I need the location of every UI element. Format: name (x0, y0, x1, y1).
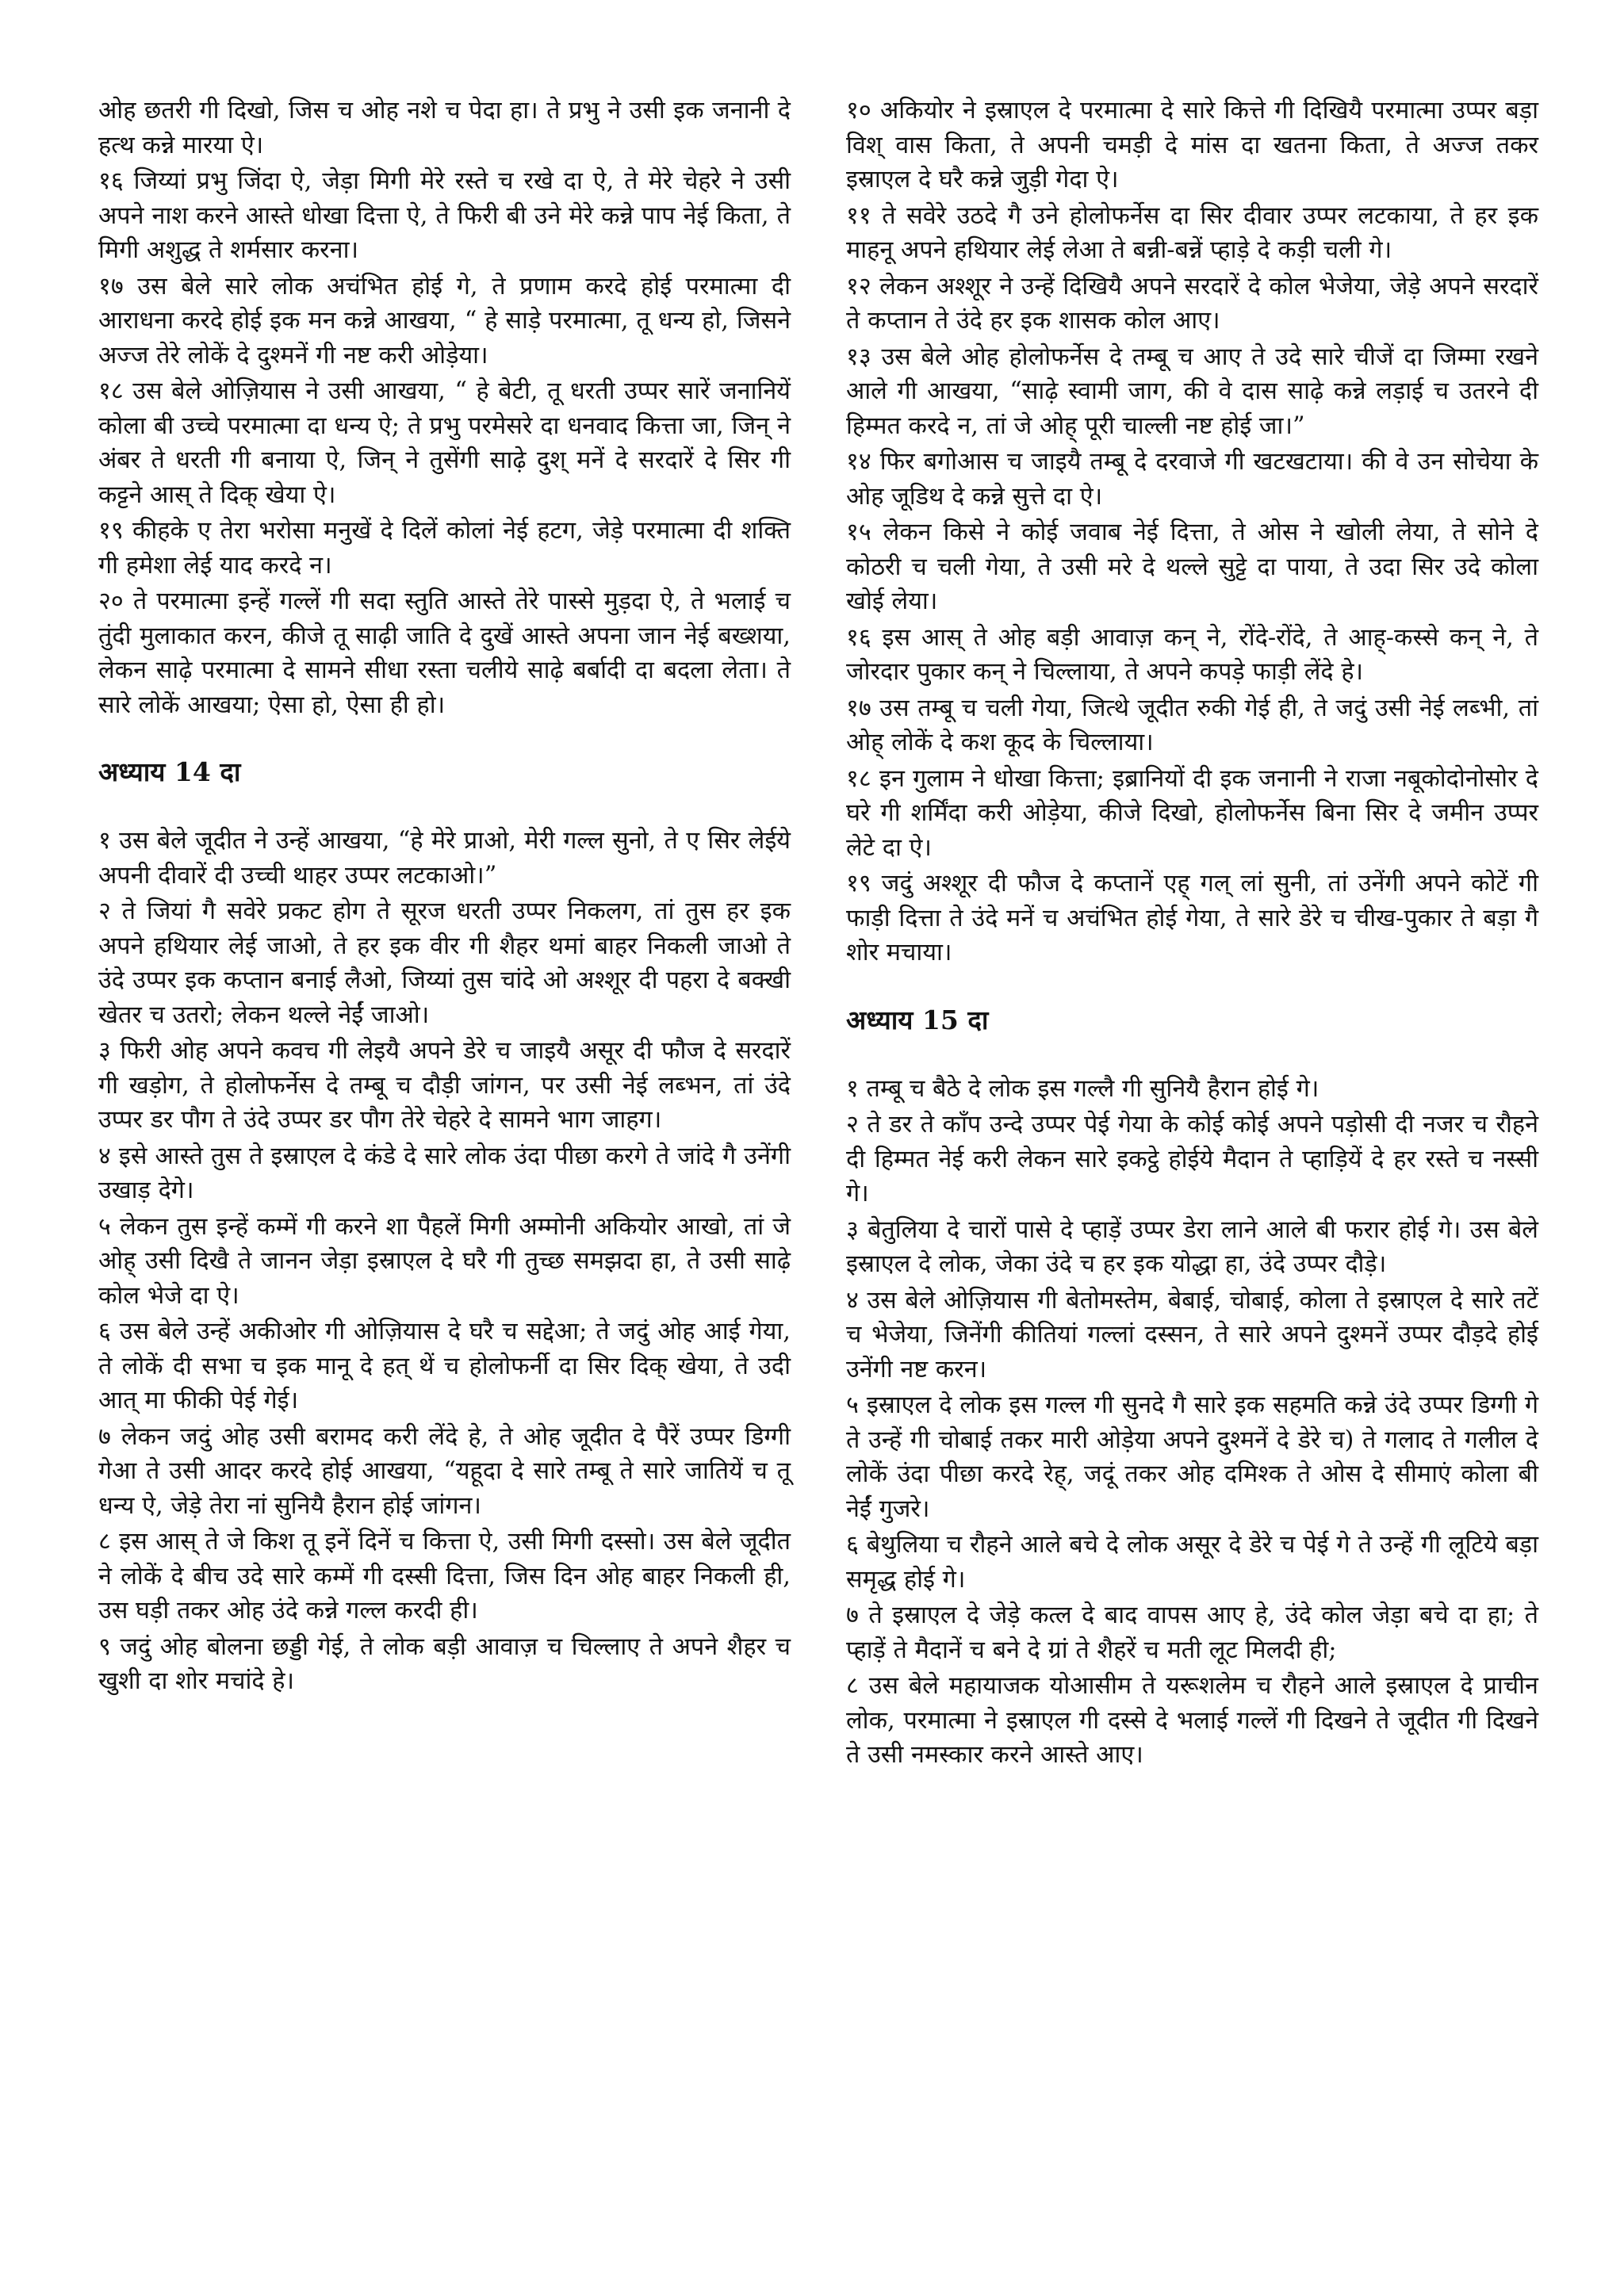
left-column (98, 94, 791, 2233)
verse-4: ४ उस बेले ओज़ियास गी बेतोमस्तेम, बेबाई, चोबाई, कोला ते इस्राएल दे सारे तटें च भेजेया, जिनेंगी कीतियां गल्लां दस्सन, ते सारे अपने दुश्मनें उप्पर दौड़दे होई उनेंगी नष्ट करन। (846, 1286, 1538, 1383)
verse-11: ११ ते सवेरे उठदे गै उने होलोफर्नेस दा सिर दीवार उप्पर लटकाया, ते हर इक माहनू अपने हथियार लेई लेआ ते बन्नी-बन्नें प्हाड़े दे कड़ी चली गे। (846, 201, 1538, 264)
verse-16: १६ इस आस् ते ओह बड़ी आवाज़ कन् ने, रोंदे-रोंदे, ते आह्-कस्से कन् ने, ते जोरदार पुकार कन् ने चिल्लाया, ते अपने कपड़े फाड़ी लेंदे हे। (846, 623, 1538, 686)
verse-2: २ ते डर ते काँप उन्दे उप्पर पेई गेया के कोई कोई अपने पड़ोसी दी नजर च रौहने दी हिम्मत नेई करी लेकन सारे इकट्ठे होईये मैदान ते प्हाड़ियें दे हर रस्ते च नस्सी गे। (846, 1111, 1538, 1207)
verse-19: १९ कीहके ए तेरा भरोसा मनुखें दे दिलें कोलां नेई हटग, जेड़े परमात्मा दी शक्ति गी हमेशा लेई याद करदे न। (98, 517, 791, 580)
verse-9: ९ जदुं ओह बोलना छड्डी गेई, ते लोक बड़ी आवाज़ च चिल्लाए ते अपने शैहर च खुशी दा शोर मचांदे हे। (98, 1632, 791, 1695)
chapter-15-heading: अध्याय 15 दा (846, 1004, 989, 1035)
verse-16: १६ जिय्यां प्रभु जिंदा ऐ, जेड़ा मिगी मेरे रस्ते च रखे दा ऐ, ते मेरे चेहरे ने उसी अपने नाश करने आस्ते धोखा दित्ता ऐ, ते फिरी बी उने मेरे कन्ने पाप नेई किता, ते मिगी अशुद्ध ते शर्मसार करना। (98, 167, 791, 264)
verse-7: ७ ते इस्राएल दे जेड़े कत्ल दे बाद वापस आए हे, उंदे कोल जेड़ा बचे दा हा; ते प्हाड़ें ते मैदानें च बने दे ग्रां ते शैहरें च मती लूट मिलदी ही; (846, 1601, 1538, 1664)
verse-15: १५ लेकन किसे ने कोई जवाब नेई दित्ता, ते ओस ने खोली लेया, ते सोने दे कोठरी च चली गेया, ते उसी मरे दे थल्ले सुट्टे दा पाया, ते उदा सिर उदे कोला खोई लेया। (846, 519, 1538, 615)
verse-18: १८ इन गुलाम ने धोखा कित्ता; इब्रानियों दी इक जनानी ने राजा नबूकोदोनोसोर दे घरे गी शर्मिंदा करी ओड़ेया, कीजे दिखो, होलोफर्नेस बिना सिर दे जमीन उप्पर लेटे दा ऐ। (846, 764, 1538, 862)
verse-19: १९ जदुं अश्शूर दी फौज दे कप्तानें एह् गल् लां सुनी, तां उनेंगी अपने कोटें गी फाड़ी दित्ता ते उंदे मनें च अचंभित होई गेया, ते सारे डेरे च चीख-पुकार ते बड़ा गै शोर मचाया। (846, 870, 1538, 966)
verse-4: ४ इसे आस्ते तुस ते इस्राएल दे कंडे दे सारे लोक उंदा पीछा करगे ते जांदे गै उनेंगी उखाड़ देगे। (98, 1142, 791, 1204)
verse-1: १ तम्बू च बैठे दे लोक इस गल्लै गी सुनियै हैरान होई गे। (846, 1074, 1320, 1103)
verse-1: १ उस बेले जूदीत ने उन्हें आखया, “हे मेरे प्राओ, मेरी गल्ल सुनो, ते ए सिर लेईये अपनी दीवारें दी उच्ची थाहर उप्पर लटकाओ।” (98, 827, 791, 890)
right-column (846, 94, 1538, 2233)
verse-8: ८ उस बेले महायाजक योआसीम ते यरूशलेम च रौहने आले इस्राएल दे प्राचीन लोक, परमात्मा ने इस्राएल गी दस्से दे भलाई गल्लें गी दिखने ते जूदीत गी दिखने ते उसी नमस्कार करने आस्ते आए। (846, 1672, 1538, 1769)
verse-17: १७ उस तम्बू च चली गेया, जित्थे जूदीत रुकी गेई ही, ते जदुं उसी नेई लब्भी, तां ओह् लोकें दे कश कूद के चिल्लाया। (846, 694, 1538, 756)
verse-17: १७ उस बेले सारे लोक अचंभित होई गे, ते प्रणाम करदे होई परमात्मा दी आराधना करदे होई इक मन कन्ने आखया, “ हे साड़े परमात्मा, तू धन्य हो, जिसने अज्ज तेरे लोकें दे दुश्मनें गी नष्ट करी ओड़ेया। (98, 272, 791, 369)
verse-14: १४ फिर बगोआस च जाइयै तम्बू दे दरवाजे गी खटखटाया। की वे उन सोचेया के ओह जूडिथ दे कन्ने सुत्ते दा ऐ। (846, 448, 1538, 511)
verse-5: ५ लेकन तुस इन्हें कम्में गी करने शा पैहलें मिगी अम्मोनी अकियोर आखो, तां जे ओह् उसी दिखै ते जानन जेड़ा इस्राएल दे घरै गी तुच्छ समझदा हा, ते उसी साढ़े कोल भेजे दा ऐ। (98, 1212, 791, 1310)
verse-12: १२ लेकन अश्शूर ने उन्हें दिखियै अपने सरदारें दे कोल भेजेया, जेड़े अपने सरदारें ते कप्तान ते उंदे हर इक शासक कोल आए। (846, 272, 1538, 335)
verse-18: १८ उस बेले ओज़ियास ने उसी आखया, “ हे बेटी, तू धरती उप्पर सारें जनानियें कोला बी उच्चे परमात्मा दा धन्य ऐ; ते प्रभु परमेसरे दा धनवाद कित्ता जा, जिन् ने अंबर ते धरती गी बनाया ऐ, जिन् ने तुसेंगी साढ़े दुश् मनें दे सरदारें दे सिर गी कट्टने आस् ते दिक् खेया ऐ। (98, 377, 791, 509)
verse-20: २० ते परमात्मा इन्हें गल्लें गी सदा स्तुति आस्ते तेरे पास्से मुड़दा ऐ, ते भलाई च तुंदी मुलाकात करन, कीजे तू साढ़ी जाति दे दुखें आस्ते अपना जान नेई बख्शया, लेकन साढ़े परमात्मा दे सामने सीधा रस्ता चलीये साढ़े बर्बादी दा बदला लेता। ते सारे लोकें आखया; ऐसा हो, ऐसा ही हो। (98, 587, 791, 719)
verse-13: १३ उस बेले ओह होलोफर्नेस दे तम्बू च आए ते उदे सारे चीजें दा जिम्मा रखने आले गी आखया, “साढ़े स्वामी जाग, की वे दास साढ़े कन्ने लड़ाई च उतरने दी हिम्मत करदे न, तां जे ओह् पूरी चाल्ली नष्ट होई जा।” (846, 342, 1538, 440)
verse-6: ६ उस बेले उन्हें अकीओर गी ओज़ियास दे घरै च सद्देआ; ते जदुं ओह आई गेया, ते लोकें दी सभा च इक मानू दे हत् थें च होलोफर्नी दा सिर दिक् खेया, ते उदी आत् मा फीकी पेई गेई। (98, 1318, 791, 1414)
verse-2: २ ते जियां गै सवेरे प्रकट होग ते सूरज धरती उप्पर निकलग, तां तुस हर इक अपने हथियार लेई जाओ, ते हर इक वीर गी शैहर थमां बाहर निकली जाओ ते उंदे उप्पर इक कप्तान बनाई लैओ, जिय्यां तुस चांदे ओ अश्शूर दी पहरा दे बक्खी खेतर च उतरो; लेकन थल्ले नेईं जाओ। (98, 897, 791, 1029)
verse-6: ६ बेथुलिया च रौहने आले बचे दे लोक असूर दे डेरे च पेई गे ते उन्हें गी लूटिये बड़ा समृद्ध होई गे। (846, 1531, 1538, 1594)
verse-8: ८ इस आस् ते जे किश तू इनें दिनें च कित्ता ऐ, उसी मिगी दस्सो। उस बेले जूदीत ने लोकें दे बीच उदे सारे कम्में गी दस्सी दित्ता, जिस दिन ओह बाहर निकली ही, उस घड़ी तकर ओह उंदे कन्ने गल्ल करदी ही। (98, 1528, 791, 1624)
verse-3: ३ फिरी ओह अपने कवच गी लेइयै अपने डेरे च जाइयै असूर दी फौज दे सरदारें गी खड़ोग, ते होलोफर्नेस दे तम्बू च दौड़ी जांगन, पर उसी नेई लब्भन, तां उंदे उप्पर डर पौग ते उंदे उप्पर डर पौग तेरे चेहरे दे सामने भाग जाहग। (98, 1037, 791, 1134)
chapter-14-heading: अध्याय 14 दा (98, 756, 241, 787)
verse-5: ५ इस्राएल दे लोक इस गल्ल गी सुनदे गै सारे इक सहमति कन्ने उंदे उप्पर डिग्गी गे ते उन्हें गी चोबाई तकर मारी ओड़ेया अपने दुश्मनें दे डेरे च) ते गलाद ते गलील दे लोकें उंदा पीछा करदे रेह्, जदूं तकर ओह दमिश्क ते ओस दे सीमाएं कोला बी नेईं गुजरे। (846, 1391, 1538, 1523)
paragraph: ओह छतरी गी दिखो, जिस च ओह नशे च पेदा हा। ते प्रभु ने उसी इक जनानी दे हत्थ कन्ने मारया ऐ। (98, 97, 791, 159)
verse-7: ७ लेकन जदुं ओह उसी बरामद करी लेंदे हे, ते ओह जूदीत दे पैरें उप्पर डिग्गी गेआ ते उसी आदर करदे होई आखया, “यहूदा दे सारे तम्बू ते सारे जातियें च तू धन्य ऐ, जेड़े तेरा नां सुनियै हैरान होई जांगन। (98, 1422, 791, 1520)
verse-3: ३ बेतुलिया दे चारों पासे दे प्हाड़ें उप्पर डेरा लाने आले बी फरार होई गे। उस बेले इस्राएल दे लोक, जेका उंदे च हर इक योद्धा हा, उंदे उप्पर दौड़े। (846, 1215, 1538, 1278)
verse-10: १० अकियोर ने इस्राएल दे परमात्मा दे सारे कित्ते गी दिखियै परमात्मा उप्पर बड़ा विश् वास किता, ते अपनी चमड़ी दे मांस दा खतना किता, ते अज्ज तकर इस्राएल दे घरै कन्ने जुड़ी गेदा ऐ। (846, 97, 1538, 193)
